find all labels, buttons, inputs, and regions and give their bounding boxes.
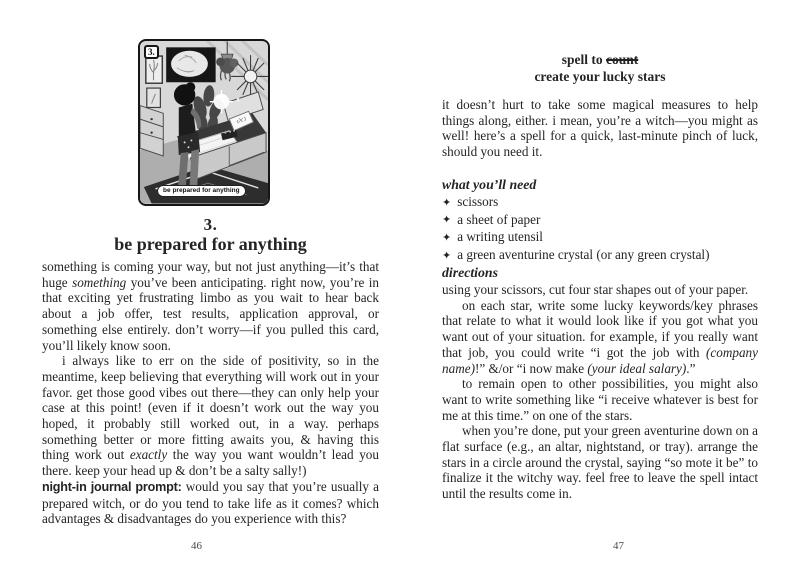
spell-title-prefix: spell to xyxy=(561,52,606,67)
supply-list-item xyxy=(442,194,758,212)
spell-title-line2: create your lucky stars xyxy=(534,69,666,84)
tarot-card xyxy=(138,39,270,206)
paragraph: i always like to err on the side of positivity, so in the meantime, keep believing that everything will work out in your favor. get those good vibes out there—they can only help your case at this point! (even if it doesn’t work out the way you hoped, it probably still worked out, in a way. perhaps something better or more fitting awaits you, & having this thing work out exactly the way you want wouldn’t lead you there. keep your head up & don’t be a salty sally!) xyxy=(42,353,379,479)
spell-title-line1 xyxy=(442,51,758,68)
paragraph: something is coming your way, but not just anything—it’s that huge something you’ve been anticipating. right now, you’re in that exciting yet frustrating limbo as you wait to hear back about a job offer, test results, application approval, or something else entirely. don’t worry—if you pulled this card, you’ll likely know soon. xyxy=(42,259,379,353)
left-page xyxy=(42,0,379,571)
paragraph: on each star, write some lucky keywords/key phrases that relate to what it would look like if you got what you want out of your situation. for example, if you really want that job, you could write “i got the job with (company name)!” &/or “i now make (your ideal salary).” xyxy=(442,297,758,376)
star-bullet-icon: ✦ xyxy=(442,196,452,209)
supply-list-item xyxy=(442,212,758,230)
card-heading-title: be prepared for anything xyxy=(114,234,307,254)
supply-list-item xyxy=(442,229,758,247)
card-heading-number: 3. xyxy=(203,215,218,234)
page-number-left: 46 xyxy=(191,540,202,552)
star-bullet-icon: ✦ xyxy=(442,231,452,244)
spell-intro xyxy=(442,97,758,160)
supplies-list xyxy=(442,194,758,265)
paragraph: night-in journal prompt: would you say that you’re usually a prepared witch, or do you tend to take life as it comes? which advantages & disadvantages do you experience with this? xyxy=(42,478,379,527)
supplies-heading: what you’ll need xyxy=(442,177,537,192)
directions-body xyxy=(442,282,758,502)
directions-heading: directions xyxy=(442,265,498,280)
card-illustration xyxy=(140,41,268,204)
supply-label: a sheet of paper xyxy=(457,211,541,227)
right-page xyxy=(442,0,758,571)
spell-title xyxy=(442,51,758,85)
page-number-right: 47 xyxy=(613,540,624,552)
star-bullet-icon: ✦ xyxy=(442,249,452,262)
spell-title-struck-word: count xyxy=(606,52,639,67)
supply-label: a green aventurine crystal (or any green crystal) xyxy=(457,247,710,263)
supply-list-item xyxy=(442,247,758,265)
card-number-badge: 3. xyxy=(144,45,159,59)
paragraph: to remain open to other possibilities, you might also want to write something like “i receive whatever is best for me at this time.” on one of the stars. xyxy=(442,376,758,423)
paragraph: it doesn’t hurt to take some magical measures to help things along, either. i mean, you’re a witch—you might as well! here’s a spell for a quick, last-minute pinch of luck, should you need it. xyxy=(442,97,758,160)
supply-label: scissors xyxy=(457,194,499,209)
left-page-body xyxy=(42,259,379,527)
supply-label: a writing utensil xyxy=(457,229,543,245)
paragraph: when you’re done, put your green aventurine down on a flat surface (e.g., an altar, nightstand, or tray). arrange the stars in a circle around the crystal, saying “so mote it be” to finalize it the witchy way. feel free to leave the spell intact until the results come in. xyxy=(442,423,758,502)
paragraph: using your scissors, cut four star shapes out of your paper. xyxy=(442,282,749,297)
card-caption: be prepared for anything xyxy=(157,185,246,197)
star-bullet-icon: ✦ xyxy=(442,214,452,227)
